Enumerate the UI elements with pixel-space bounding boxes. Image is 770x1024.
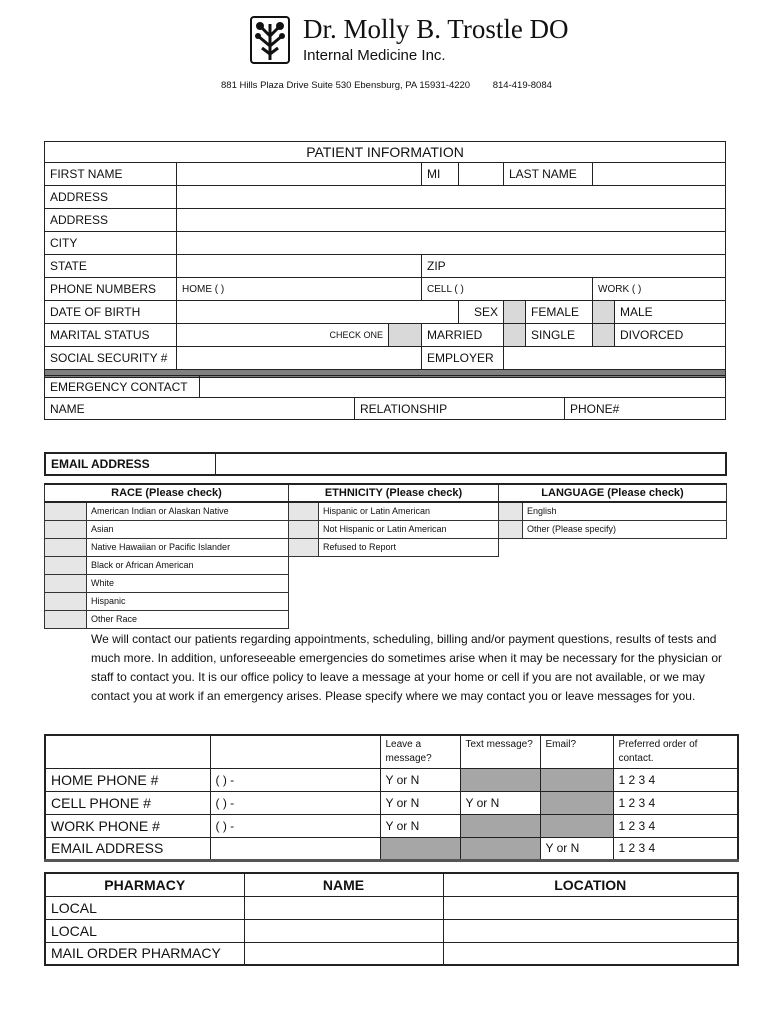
sex-label: SEX: [459, 301, 504, 324]
married-label: MARRIED: [422, 324, 504, 347]
home-phone-input[interactable]: ( ) -: [210, 768, 380, 791]
address1-label: ADDRESS: [45, 186, 177, 209]
practice-subtitle: Internal Medicine Inc.: [303, 47, 446, 64]
female-label: FEMALE: [526, 301, 593, 324]
email-yn[interactable]: Y or N: [540, 837, 613, 860]
email-text-disabled: [460, 837, 540, 860]
preferred-order-header: Preferred order of contact.: [613, 735, 738, 768]
pharmacy-location-header: LOCATION: [443, 873, 738, 896]
work-leave-message-yn[interactable]: Y or N: [380, 814, 460, 837]
address1-field[interactable]: [177, 186, 726, 209]
pharmacy-row-label: LOCAL: [45, 919, 244, 942]
mi-label: MI: [422, 163, 459, 186]
text-message-header: Text message?: [460, 735, 540, 768]
language-option: Other (Please specify): [523, 520, 727, 538]
zip-field[interactable]: ZIP: [422, 255, 726, 278]
cell-email-disabled: [540, 791, 613, 814]
patient-info-title: PATIENT INFORMATION: [45, 142, 726, 163]
address2-label: ADDRESS: [45, 209, 177, 232]
race-checkbox[interactable]: [45, 574, 87, 592]
home-phone-row-label: HOME PHONE #: [45, 768, 210, 791]
race-checkbox[interactable]: [45, 520, 87, 538]
first-name-field[interactable]: [177, 163, 422, 186]
language-option: English: [523, 502, 727, 520]
pharmacy-location-field[interactable]: [443, 942, 738, 965]
race-checkbox[interactable]: [45, 502, 87, 520]
emergency-name-field[interactable]: NAME: [45, 398, 355, 420]
address2-field[interactable]: [177, 209, 726, 232]
tree-logo-icon: [250, 16, 290, 64]
contact-policy-paragraph: We will contact our patients regarding appointments, scheduling, billing and/or payment questions, results of tests and much more. In addition, unforeseeable emergencies do sometimes arise when it may be necessary for the physician or staff to contact you. It is our office policy to leave a message at your home or cell if you are not available, or we may contact you at work if an emergency arises. Please specify where we may contact you or leave messages for you.: [91, 632, 722, 703]
divorced-label: DIVORCED: [615, 324, 726, 347]
email-header: Email?: [540, 735, 613, 768]
language-checkbox[interactable]: [499, 520, 523, 538]
patient-information-table: [44, 141, 726, 378]
contact-preferences-table: [44, 734, 739, 862]
race-checkbox[interactable]: [45, 538, 87, 556]
first-name-label: FIRST NAME: [45, 163, 177, 186]
ethnicity-table: [288, 483, 499, 557]
ethnicity-option: Not Hispanic or Latin American: [319, 520, 499, 538]
practice-address-line: [221, 80, 552, 91]
cell-text-message-yn[interactable]: Y or N: [460, 791, 540, 814]
pharmacy-row-label: MAIL ORDER PHARMACY: [45, 942, 244, 965]
ethnicity-header: ETHNICITY (Please check): [289, 484, 499, 502]
leave-message-header: Leave a message?: [380, 735, 460, 768]
emergency-contact-label: EMERGENCY CONTACT: [45, 376, 200, 398]
home-leave-message-yn[interactable]: Y or N: [380, 768, 460, 791]
home-phone-field[interactable]: HOME ( ): [177, 278, 422, 301]
language-table: [498, 483, 727, 539]
emergency-contact-table: [44, 375, 726, 420]
dob-label: DATE OF BIRTH: [45, 301, 177, 324]
email-field[interactable]: [215, 453, 726, 475]
dob-field[interactable]: [177, 301, 459, 324]
female-checkbox[interactable]: [504, 301, 526, 324]
state-label: STATE: [45, 255, 177, 278]
work-email-disabled: [540, 814, 613, 837]
pharmacy-name-header: NAME: [244, 873, 443, 896]
emergency-contact-field[interactable]: [200, 376, 726, 398]
marital-status-label: MARITAL STATUS: [45, 324, 177, 347]
practice-phone: 814-419-8084: [492, 80, 552, 91]
home-email-disabled: [540, 768, 613, 791]
emergency-phone-field[interactable]: PHONE#: [565, 398, 726, 420]
cell-preferred-order[interactable]: 1 2 3 4: [613, 791, 738, 814]
contact-blank-header: [210, 735, 380, 768]
single-checkbox[interactable]: [504, 324, 526, 347]
cell-phone-row-label: CELL PHONE #: [45, 791, 210, 814]
city-label: CITY: [45, 232, 177, 255]
pharmacy-row-label: LOCAL: [45, 896, 244, 919]
male-label: MALE: [615, 301, 726, 324]
race-header: RACE (Please check): [45, 484, 289, 502]
pharmacy-name-field[interactable]: [244, 942, 443, 965]
ethnicity-checkbox[interactable]: [289, 520, 319, 538]
race-option: Hispanic: [87, 592, 289, 610]
cell-phone-input[interactable]: ( ) -: [210, 791, 380, 814]
race-option: American Indian or Alaskan Native: [87, 502, 289, 520]
pharmacy-location-field[interactable]: [443, 896, 738, 919]
work-phone-row-label: WORK PHONE #: [45, 814, 210, 837]
mi-field[interactable]: [459, 163, 504, 186]
male-checkbox[interactable]: [593, 301, 615, 324]
race-option: Black or African American: [87, 556, 289, 574]
state-field[interactable]: [177, 255, 422, 278]
work-preferred-order[interactable]: 1 2 3 4: [613, 814, 738, 837]
employer-label: EMPLOYER: [422, 347, 504, 370]
single-label: SINGLE: [526, 324, 593, 347]
ethnicity-option: Refused to Report: [319, 538, 499, 556]
pharmacy-name-field[interactable]: [244, 919, 443, 942]
last-name-label: LAST NAME: [504, 163, 593, 186]
city-field[interactable]: [177, 232, 726, 255]
cell-phone-field[interactable]: CELL ( ): [422, 278, 593, 301]
email-row-label: EMAIL ADDRESS: [45, 837, 210, 860]
last-name-field[interactable]: [593, 163, 726, 186]
married-checkbox[interactable]: [389, 324, 422, 347]
work-phone-field[interactable]: WORK ( ): [593, 278, 726, 301]
home-preferred-order[interactable]: 1 2 3 4: [613, 768, 738, 791]
email-address-input[interactable]: [210, 837, 380, 860]
ssn-field[interactable]: [177, 347, 422, 370]
language-checkbox[interactable]: [499, 502, 523, 520]
divorced-checkbox[interactable]: [593, 324, 615, 347]
race-table: [44, 483, 289, 629]
home-text-disabled: [460, 768, 540, 791]
phone-numbers-label: PHONE NUMBERS: [45, 278, 177, 301]
pharmacy-name-field[interactable]: [244, 896, 443, 919]
race-checkbox[interactable]: [45, 556, 87, 574]
ethnicity-checkbox[interactable]: [289, 538, 319, 556]
pharmacy-header: PHARMACY: [45, 873, 244, 896]
race-option: Native Hawaiian or Pacific Islander: [87, 538, 289, 556]
practice-address: 881 Hills Plaza Drive Suite 530 Ebensburg, PA 15931-4220: [221, 80, 471, 91]
ethnicity-checkbox[interactable]: [289, 502, 319, 520]
check-one-label: CHECK ONE: [177, 324, 389, 347]
race-option: White: [87, 574, 289, 592]
pharmacy-location-field[interactable]: [443, 919, 738, 942]
employer-field[interactable]: [504, 347, 726, 370]
practice-name: Dr. Molly B. Trostle DO: [303, 14, 569, 44]
language-header: LANGUAGE (Please check): [499, 484, 727, 502]
race-option: Asian: [87, 520, 289, 538]
emergency-relationship-field[interactable]: RELATIONSHIP: [355, 398, 565, 420]
work-phone-input[interactable]: ( ) -: [210, 814, 380, 837]
work-text-disabled: [460, 814, 540, 837]
pharmacy-table: [44, 872, 739, 966]
email-table: [44, 452, 727, 476]
race-checkbox[interactable]: [45, 610, 87, 628]
ethnicity-option: Hispanic or Latin American: [319, 502, 499, 520]
contact-blank-header: [45, 735, 210, 768]
race-checkbox[interactable]: [45, 592, 87, 610]
ssn-label: SOCIAL SECURITY #: [45, 347, 177, 370]
email-label: EMAIL ADDRESS: [45, 453, 215, 475]
email-preferred-order[interactable]: 1 2 3 4: [613, 837, 738, 860]
email-leave-disabled: [380, 837, 460, 860]
race-option: Other Race: [87, 610, 289, 628]
cell-leave-message-yn[interactable]: Y or N: [380, 791, 460, 814]
